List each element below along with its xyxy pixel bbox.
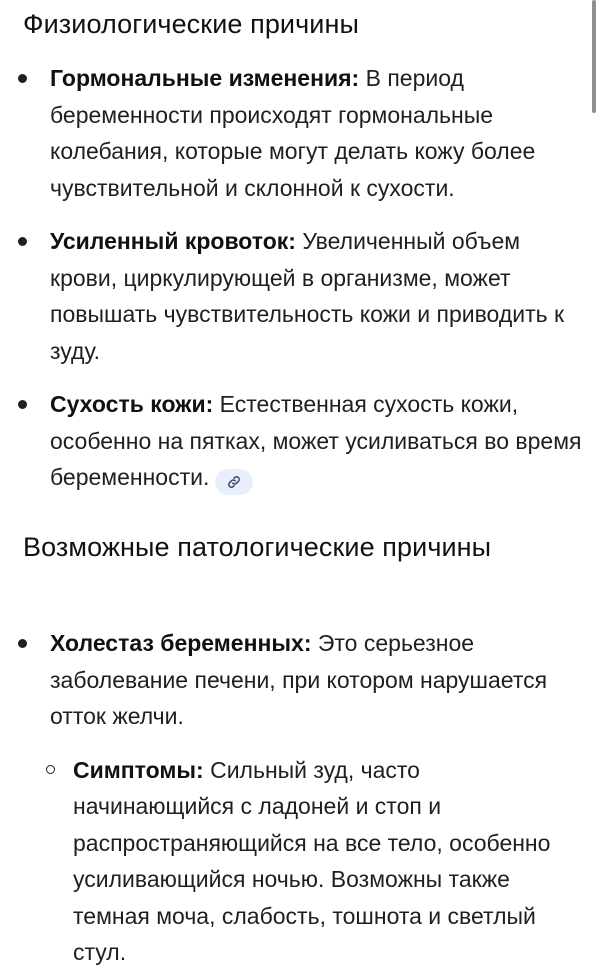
section-title-pathological: Возможные патологические причины (23, 532, 492, 562)
item-term: Симптомы: (73, 756, 204, 783)
item-term: Сухость кожи: (50, 391, 214, 417)
pathological-causes-list (0, 625, 600, 971)
bullet-icon (18, 639, 27, 648)
list-item (0, 223, 600, 369)
bullet-icon (18, 74, 27, 83)
list-item (0, 60, 600, 206)
sub-bullet-icon (46, 765, 55, 774)
item-term: Гормональные изменения: (50, 65, 360, 91)
bullet-icon (18, 400, 27, 409)
section-title-physiological: Физиологические причины (23, 9, 359, 39)
item-text: В период беременности происходят гормональные колебания, которые могут делать кожу более чувствительной и склонной к сухости. (50, 65, 536, 201)
list-item (0, 625, 600, 735)
item-text: Естественная сухость кожи, особенно на пятках, может усиливаться во время беременности. (50, 391, 582, 490)
list-item (0, 386, 600, 496)
sub-list-item (0, 752, 600, 971)
scrollbar-thumb[interactable] (592, 0, 596, 113)
item-term: Усиленный кровоток: (50, 228, 296, 254)
item-term: Холестаз беременных: (50, 630, 312, 656)
item-text: Сильный зуд, часто начинающийся с ладоней и стоп и распространяющийся на все тело, особенно усиливающийся ночью. Возможны также темная моча, слабость, тошнота и светлый стул. (73, 756, 551, 965)
source-link-button[interactable] (215, 469, 253, 495)
item-text: Увеличенный объем крови, циркулирующей в организме, может повышать чувствительность кожи и приводить к зуду. (50, 228, 565, 364)
link-icon (227, 475, 241, 489)
physiological-causes-list (0, 60, 600, 496)
item-text: Это серьезное заболевание печени, при котором нарушается отток желчи. (50, 630, 548, 729)
bullet-icon (18, 237, 27, 246)
